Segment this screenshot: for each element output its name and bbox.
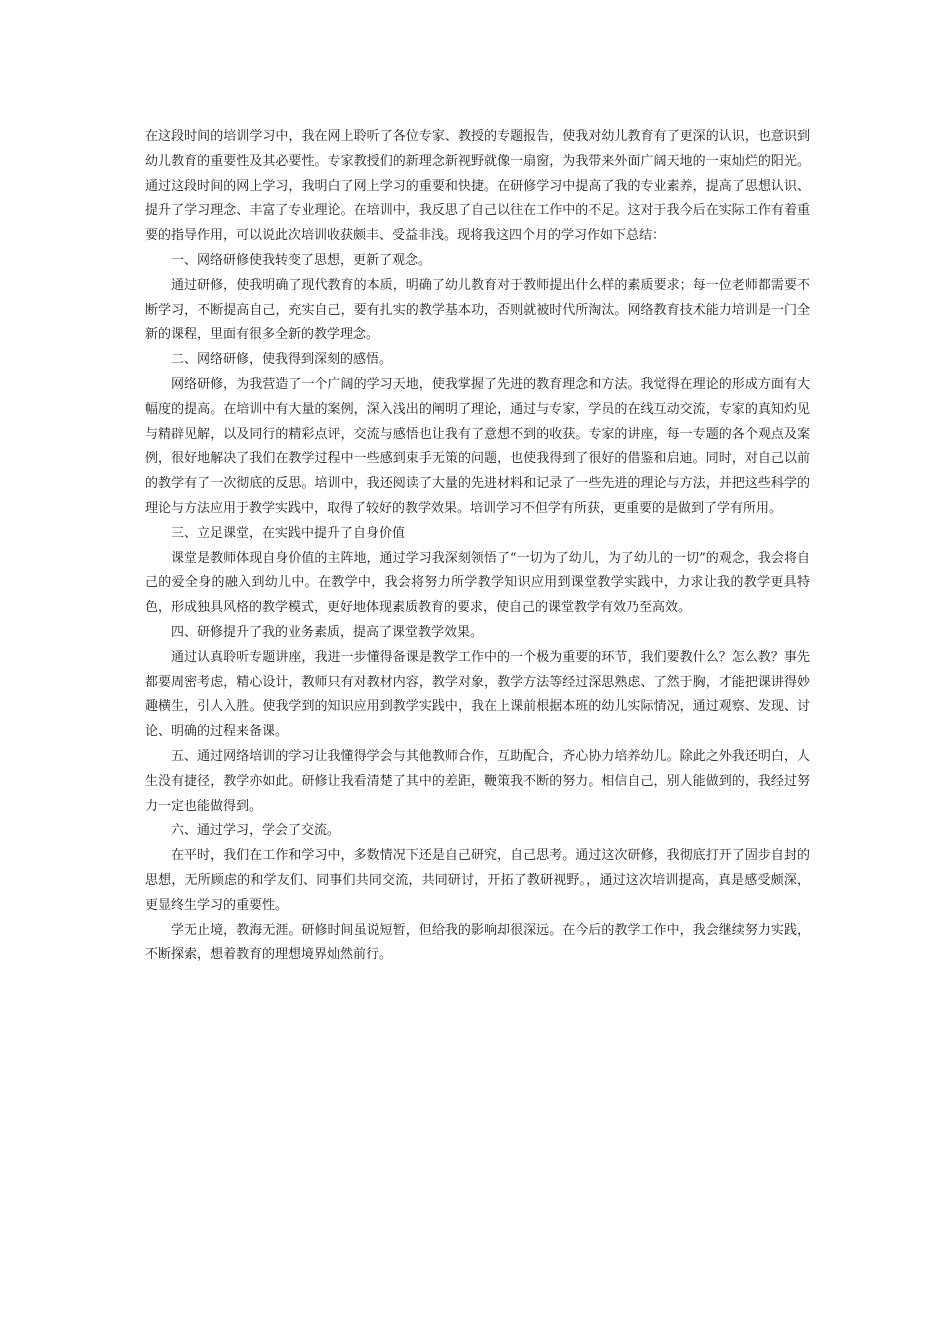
- section-heading-4: 四、研修提升了我的业务素质，提高了课堂教学效果。: [171, 624, 484, 640]
- section-heading-3: 三、立足课堂，在实践中提升了自身价值: [171, 525, 406, 541]
- section-body-5: 五、通过网络培训的学习让我懂得学会与其他教师合作，互助配合，齐心协力培养幼儿。除此之外我还明白，人生没有捷径，教学亦如此。研修让我看清楚了其中的差距，鞭策我不断的努力。相信自己，别人能做到的，我经过努力一定也能做得到。: [145, 748, 810, 814]
- closing-paragraph: 学无止境，教海无涯。研修时间虽说短暂，但给我的影响却很深远。在今后的教学工作中，我会继续努力实践，不断探索，想着教育的理想境界灿然前行。: [145, 922, 810, 963]
- section-body-1: 通过研修，使我明确了现代教育的本质，明确了幼儿教育对于教师提出什么样的素质要求；每一位老师都需要不断学习，不断提高自己，充实自己，要有扎实的教学基本功，否则就被时代所淘汰。网络教育技术能力培训是一门全新的课程，里面有很多全新的教学理念。: [145, 277, 810, 343]
- intro-paragraph: 在这段时间的培训学习中，我在网上聆听了各位专家、教授的专题报告，使我对幼儿教育有了更深的认识，也意识到幼儿教育的重要性及其必要性。专家教授们的新理念新视野就像一扇窗，为我带来外面广阔天地的一束灿烂的阳光。通过这段时间的网上学习，我明白了网上学习的重要和快捷。在研修学习中提高了我的专业素养，提高了思想认识、提升了学习理念、丰富了专业理论。在培训中，我反思了自己以往在工作中的不足。这对于我今后在实际工作有着重要的指导作用，可以说此次培训收获颇丰、受益非浅。现将我这四个月的学习作如下总结：: [145, 129, 810, 244]
- section-heading-6: 六、通过学习，学会了交流。: [171, 823, 341, 839]
- section-heading-2: 二、网络研修，使我得到深刻的感悟。: [171, 352, 393, 368]
- section-body-2: 网络研修，为我营造了一个广阔的学习天地，使我掌握了先进的教育理念和方法。我觉得在理论的形成方面有大幅度的提高。在培训中有大量的案例，深入浅出的阐明了理论，通过与专家，学员的在线互动交流，专家的真知灼见与精辟见解，以及同行的精彩点评，交流与感悟也让我有了意想不到的收获。专家的讲座，每一专题的各个观点及案例，很好地解决了我们在教学过程中一些感到束手无策的问题，也使我得到了很好的借鉴和启迪。同时，对自己以前的教学有了一次彻底的反思。培训中，我还阅读了大量的先进材料和记录了一些先进的理论与方法，并把这些科学的理论与方法应用于教学实践中，取得了较好的教学效果。培训学习不但学有所获，更重要的是做到了学有所用。: [145, 376, 810, 516]
- document-body: [145, 125, 810, 968]
- section-body-6: 在平时，我们在工作和学习中，多数情况下还是自己研究，自己思考。通过这次研修，我彻底打开了固步自封的思想，无所顾虑的和学友们、同事们共同交流，共同研讨，开拓了教研视野。，通过这次培训提高，真是感受颇深，更显终生学习的重要性。: [145, 848, 810, 913]
- section-body-3: 课堂是教师体现自身价值的主阵地，通过学习我深刻领悟了“一切为了幼儿，为了幼儿的一切”的观念，我会将自己的爱全身的融入到幼儿中。在教学中，我会将努力所学教学知识应用到课堂教学实践中，力求让我的教学更具特色，形成独具风格的教学模式，更好地体现素质教育的要求，使自己的课堂教学有效乃至高效。: [145, 550, 810, 616]
- section-body-4: 通过认真聆听专题讲座，我进一步懂得备课是教学工作中的一个极为重要的环节，我们要教什么？怎么教？事先都要周密考虑，精心设计，教师只有对教材内容，教学对象，教学方法等经过深思熟虑、了然于胸，才能把课讲得妙趣横生，引人入胜。使我学到的知识应用到教学实践中，我在上课前根据本班的幼儿实际情况，通过观察、发现、讨论、明确的过程来备课。: [145, 649, 810, 740]
- section-heading-1: 一、网络研修使我转变了思想，更新了观念。: [171, 252, 432, 268]
